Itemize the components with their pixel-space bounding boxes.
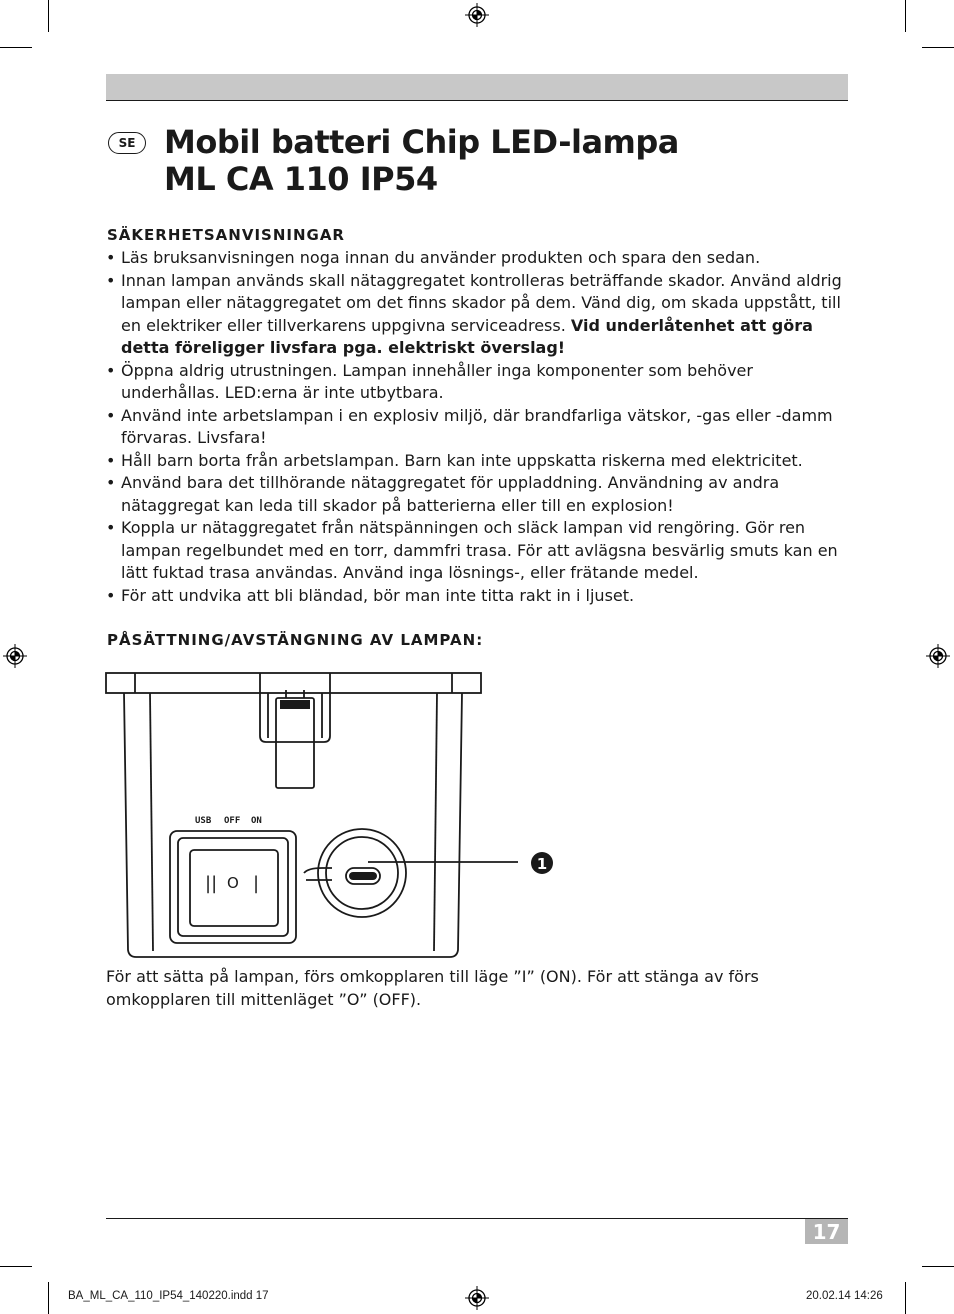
list-item-text: Använd bara det tillhörande nätaggregatet för uppladdning. Användning av andra nätaggregat kan leda till skador på batterierna eller till en explosion!: [121, 473, 780, 515]
safety-heading: SÄKERHETSANVISNINGAR: [107, 226, 345, 244]
bullet-icon: •: [106, 518, 116, 537]
registration-mark-icon: [465, 3, 489, 27]
list-item-text: Innan lampan används skall nätaggregatet kontrolleras beträffande skador. Använd aldrig lampan eller nätaggregatet om det finns skador på dem. Vänd dig, om skada uppstått, till en elektriker eller tillverkarens uppgivna serviceadress.: [121, 270, 842, 335]
list-item: [106, 585, 854, 608]
list-item: [106, 360, 854, 405]
list-item-warning: Vid underlåtenhet att göra detta föreligger livsfara pga. elektriskt överslag!: [121, 315, 813, 357]
bullet-icon: •: [106, 360, 116, 380]
list-item-text: Håll barn borta från arbetslampan. Barn kan inte uppskatta riskerna med elektricitet.: [121, 450, 803, 470]
registration-mark-icon: [926, 644, 950, 668]
switch-label-on: ON: [251, 816, 262, 826]
page-title: [164, 124, 679, 198]
list-item: [106, 450, 854, 473]
crop-mark: [905, 1282, 906, 1314]
bullet-icon: •: [106, 473, 116, 492]
rocker-symbol-mid: O: [227, 874, 239, 892]
language-badge: SE: [108, 132, 146, 154]
footer-rule: [106, 1218, 848, 1219]
slug-date: 20.02.14 14:26: [806, 1290, 883, 1302]
switch-label-off: OFF: [224, 816, 241, 826]
page-number: 17: [805, 1219, 848, 1244]
list-item: [106, 517, 854, 585]
list-item-text: Läs bruksanvisningen noga innan du använder produkten och spara den sedan.: [121, 248, 761, 267]
list-item-text: Koppla ur nätaggregatet från nätspänningen och släck lampan vid rengöring. Gör ren lampan regelbundet med en torr, dammfri trasa. För att avlägsna besvärlig smuts kan en lätt fuktad trasa användas. Använd inga lösnings-, eller frätande medel.: [121, 518, 838, 582]
safety-list: [106, 247, 854, 607]
registration-mark-icon: [465, 1286, 489, 1310]
title-line-2: ML CA 110 IP54: [164, 160, 438, 198]
header-bar: [106, 74, 848, 101]
list-item: [106, 270, 854, 360]
crop-mark: [922, 1266, 954, 1267]
bullet-icon: •: [106, 405, 116, 425]
rocker-symbol-right: |: [253, 873, 260, 894]
list-item-text: Använd inte arbetslampan i en explosiv miljö, där brandfarliga vätskor, -gas eller -damm förvaras. Livsfara!: [121, 405, 833, 447]
list-item-text: Öppna aldrig utrustningen. Lampan innehåller inga komponenter som behöver underhållas. LED:erna är inte utbytbara.: [121, 360, 753, 402]
switch-label-usb: USB: [195, 816, 212, 826]
crop-mark: [922, 47, 954, 48]
rocker-symbol-left: ||: [205, 873, 218, 894]
list-item: [106, 247, 854, 270]
bullet-icon: •: [106, 248, 116, 267]
crop-mark: [48, 1282, 49, 1314]
registration-mark-icon: [3, 644, 27, 668]
bullet-icon: •: [106, 270, 116, 290]
lamp-switch-illustration: [100, 668, 560, 963]
list-item: [106, 405, 854, 450]
crop-mark: [0, 47, 32, 48]
crop-mark: [48, 0, 49, 32]
slug-file: BA_ML_CA_110_IP54_140220.indd 17: [68, 1290, 269, 1302]
crop-mark: [0, 1266, 32, 1267]
bullet-icon: •: [106, 585, 116, 605]
list-item: [106, 472, 854, 517]
switching-heading: PÅSÄTTNING/AVSTÄNGNING AV LAMPAN:: [107, 631, 484, 649]
title-line-1: Mobil batteri Chip LED-lampa: [164, 123, 679, 161]
list-item-text: För att undvika att bli bländad, bör man inte titta rakt in i ljuset.: [121, 585, 635, 605]
callout-number: 1: [536, 855, 548, 873]
switching-paragraph: För att sätta på lampan, förs omkopplaren till läge ”I” (ON). För att stänga av förs omkopplaren till mittenläget ”O” (OFF).: [106, 967, 759, 1009]
bullet-icon: •: [106, 450, 116, 470]
crop-mark: [905, 0, 906, 32]
